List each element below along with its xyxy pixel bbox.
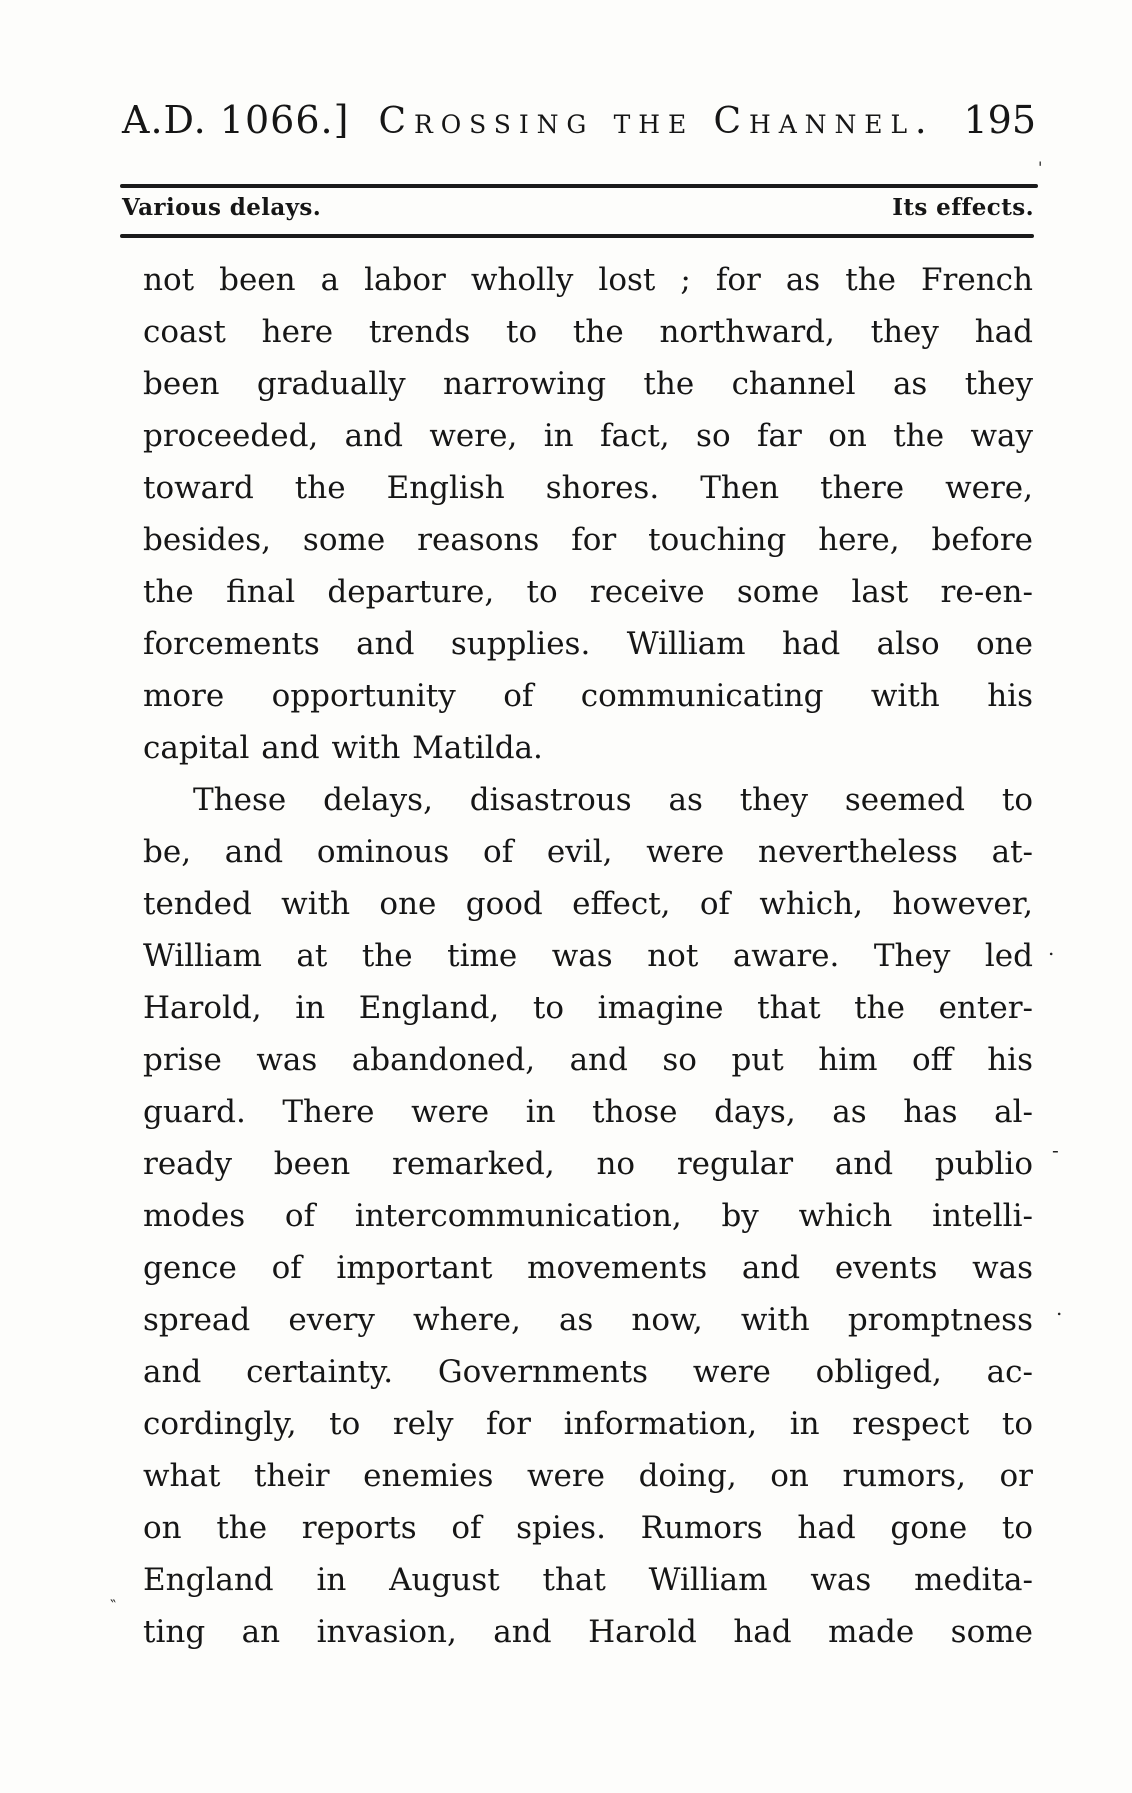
text-line: not been a labor wholly lost ; for as the French — [143, 262, 1033, 298]
text-line: prise was abandoned, and so put him off his — [143, 1042, 1033, 1078]
body-text — [143, 254, 1033, 1658]
text-line: gence of important movements and events was — [143, 1250, 1033, 1286]
text-line: the final departure, to receive some last re-en- — [143, 574, 1033, 610]
text-line: forcements and supplies. William had also one — [143, 626, 1033, 662]
header-date: A.D. 1066.] — [122, 98, 350, 142]
page-number: 195 — [963, 98, 1036, 142]
text-line: besides, some reasons for touching here, before — [143, 522, 1033, 558]
scan-speck: . — [1056, 1296, 1063, 1320]
header-chapter-title: Crossing the Channel. — [378, 101, 935, 142]
topic-left: Various delays. — [122, 194, 322, 221]
topic-right: Its effects. — [892, 194, 1034, 221]
text-line: more opportunity of communicating with his — [143, 678, 1033, 714]
scan-speck: ' — [1038, 158, 1043, 177]
topic-guide-row — [122, 194, 1034, 221]
text-line: modes of intercommunication, by which intelli- — [143, 1198, 1033, 1234]
text-line: coast here trends to the northward, they had — [143, 314, 1033, 350]
text-line: toward the English shores. Then there were, — [143, 470, 1033, 506]
header-rule-bottom — [120, 234, 1034, 238]
text-line: ting an invasion, and Harold had made some — [143, 1614, 1033, 1650]
text-line: proceeded, and were, in fact, so far on the way — [143, 418, 1033, 454]
text-line: be, and ominous of evil, were nevertheless at- — [143, 834, 1033, 870]
text-line: capital and with Matilda. — [143, 730, 543, 766]
text-line: tended with one good effect, of which, however, — [143, 886, 1033, 922]
scan-speck: - — [1052, 1138, 1059, 1162]
text-line: been gradually narrowing the channel as they — [143, 366, 1033, 402]
text-line: and certainty. Governments were obliged, ac- — [143, 1354, 1033, 1390]
scan-speck: . — [1048, 936, 1055, 960]
text-line: England in August that William was medita- — [143, 1562, 1033, 1598]
header-rule-top — [120, 184, 1038, 188]
text-line: William at the time was not aware. They led — [143, 938, 1033, 974]
scan-speck: ‶ — [110, 1596, 116, 1615]
text-line: ready been remarked, no regular and publio — [143, 1146, 1033, 1182]
text-line: cordingly, to rely for information, in respect to — [143, 1406, 1033, 1442]
text-line: These delays, disastrous as they seemed to — [193, 782, 1033, 818]
text-line: guard. There were in those days, as has al- — [143, 1094, 1033, 1130]
text-line: spread every where, as now, with promptness — [143, 1302, 1033, 1338]
text-line: Harold, in England, to imagine that the enter- — [143, 990, 1033, 1026]
text-line: on the reports of spies. Rumors had gone to — [143, 1510, 1033, 1546]
running-head — [122, 98, 1036, 142]
text-line: what their enemies were doing, on rumors, or — [143, 1458, 1033, 1494]
